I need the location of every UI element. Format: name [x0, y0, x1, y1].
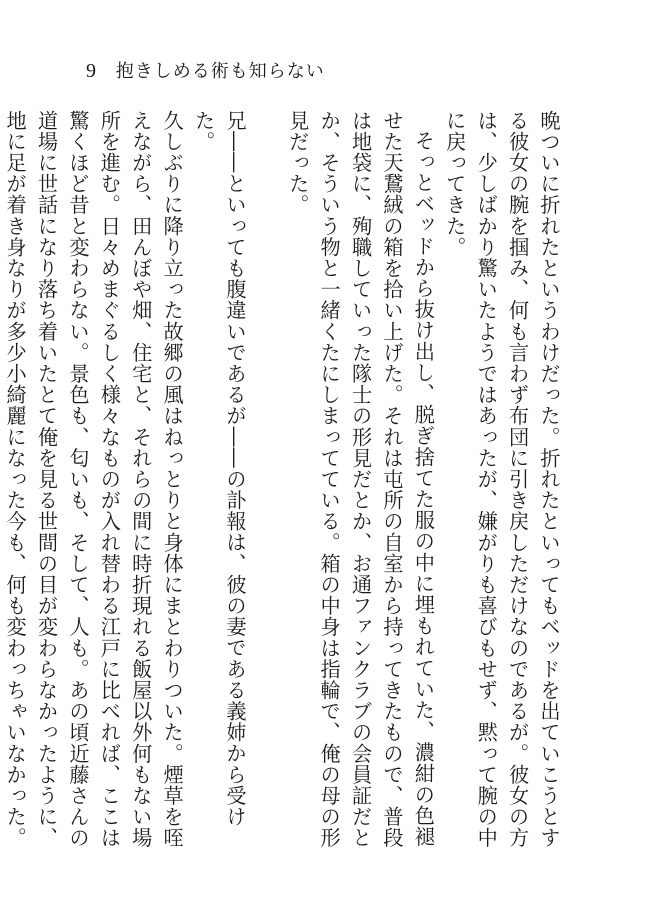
section-break: [250, 110, 281, 852]
paragraph-2: そっとベッドから抜け出し、脱ぎ捨てた服の中に埋もれていた、濃紺の色褪せた天鵞絨の箱を拾い上げた。それは屯所の自室から持ってきたもので、普段は地袋に、殉職していった隊士の形見だとか、お通ファンクラブの会員証だとか、そういう物と一緒くたにしまってている。箱の中身は指輪で、俺の母の形見だった。: [285, 110, 436, 849]
paragraph-3: 兄――といっても腹違いであるが――の訃報は、彼の妻である義姉から受けた。: [191, 110, 247, 828]
running-header: [86, 60, 325, 83]
chapter-title: 抱きしめる術も知らない: [115, 61, 325, 82]
paragraph-4: 久しぶりに降り立った故郷の風はねっとりと身体にまとわりついた。煙草を咥えながら、田んぼや畑、住宅と、それらの間に時折現れる飯屋以外何もない場所を進む。日々めまぐるしく様々なものが入れ替わる江戸に比べれば、ここは驚くほど昔と変わらない。景色も、匂いも、そして、人も。あの頃近藤さんの道場に世話になり落ち着いたとて俺を見る世間の目が変わらなかったように、地に足が着き身なりが多少小綺麗になった今も、何も変わっちゃいなかった。: [3, 110, 185, 849]
paragraph-1: 晩ついに折れたというわけだった。折れたといってもベッドを出ていこうとする彼女の腕を掴み、何も言わず布団に引き戻しただけなのであるが。彼女の方は、少しばかり驚いたようではあったが、嫌がりも喜びもせず、黙って腕の中に戻ってきた。: [442, 110, 561, 849]
body-text: [3, 110, 564, 852]
page-number: 9: [86, 60, 97, 82]
